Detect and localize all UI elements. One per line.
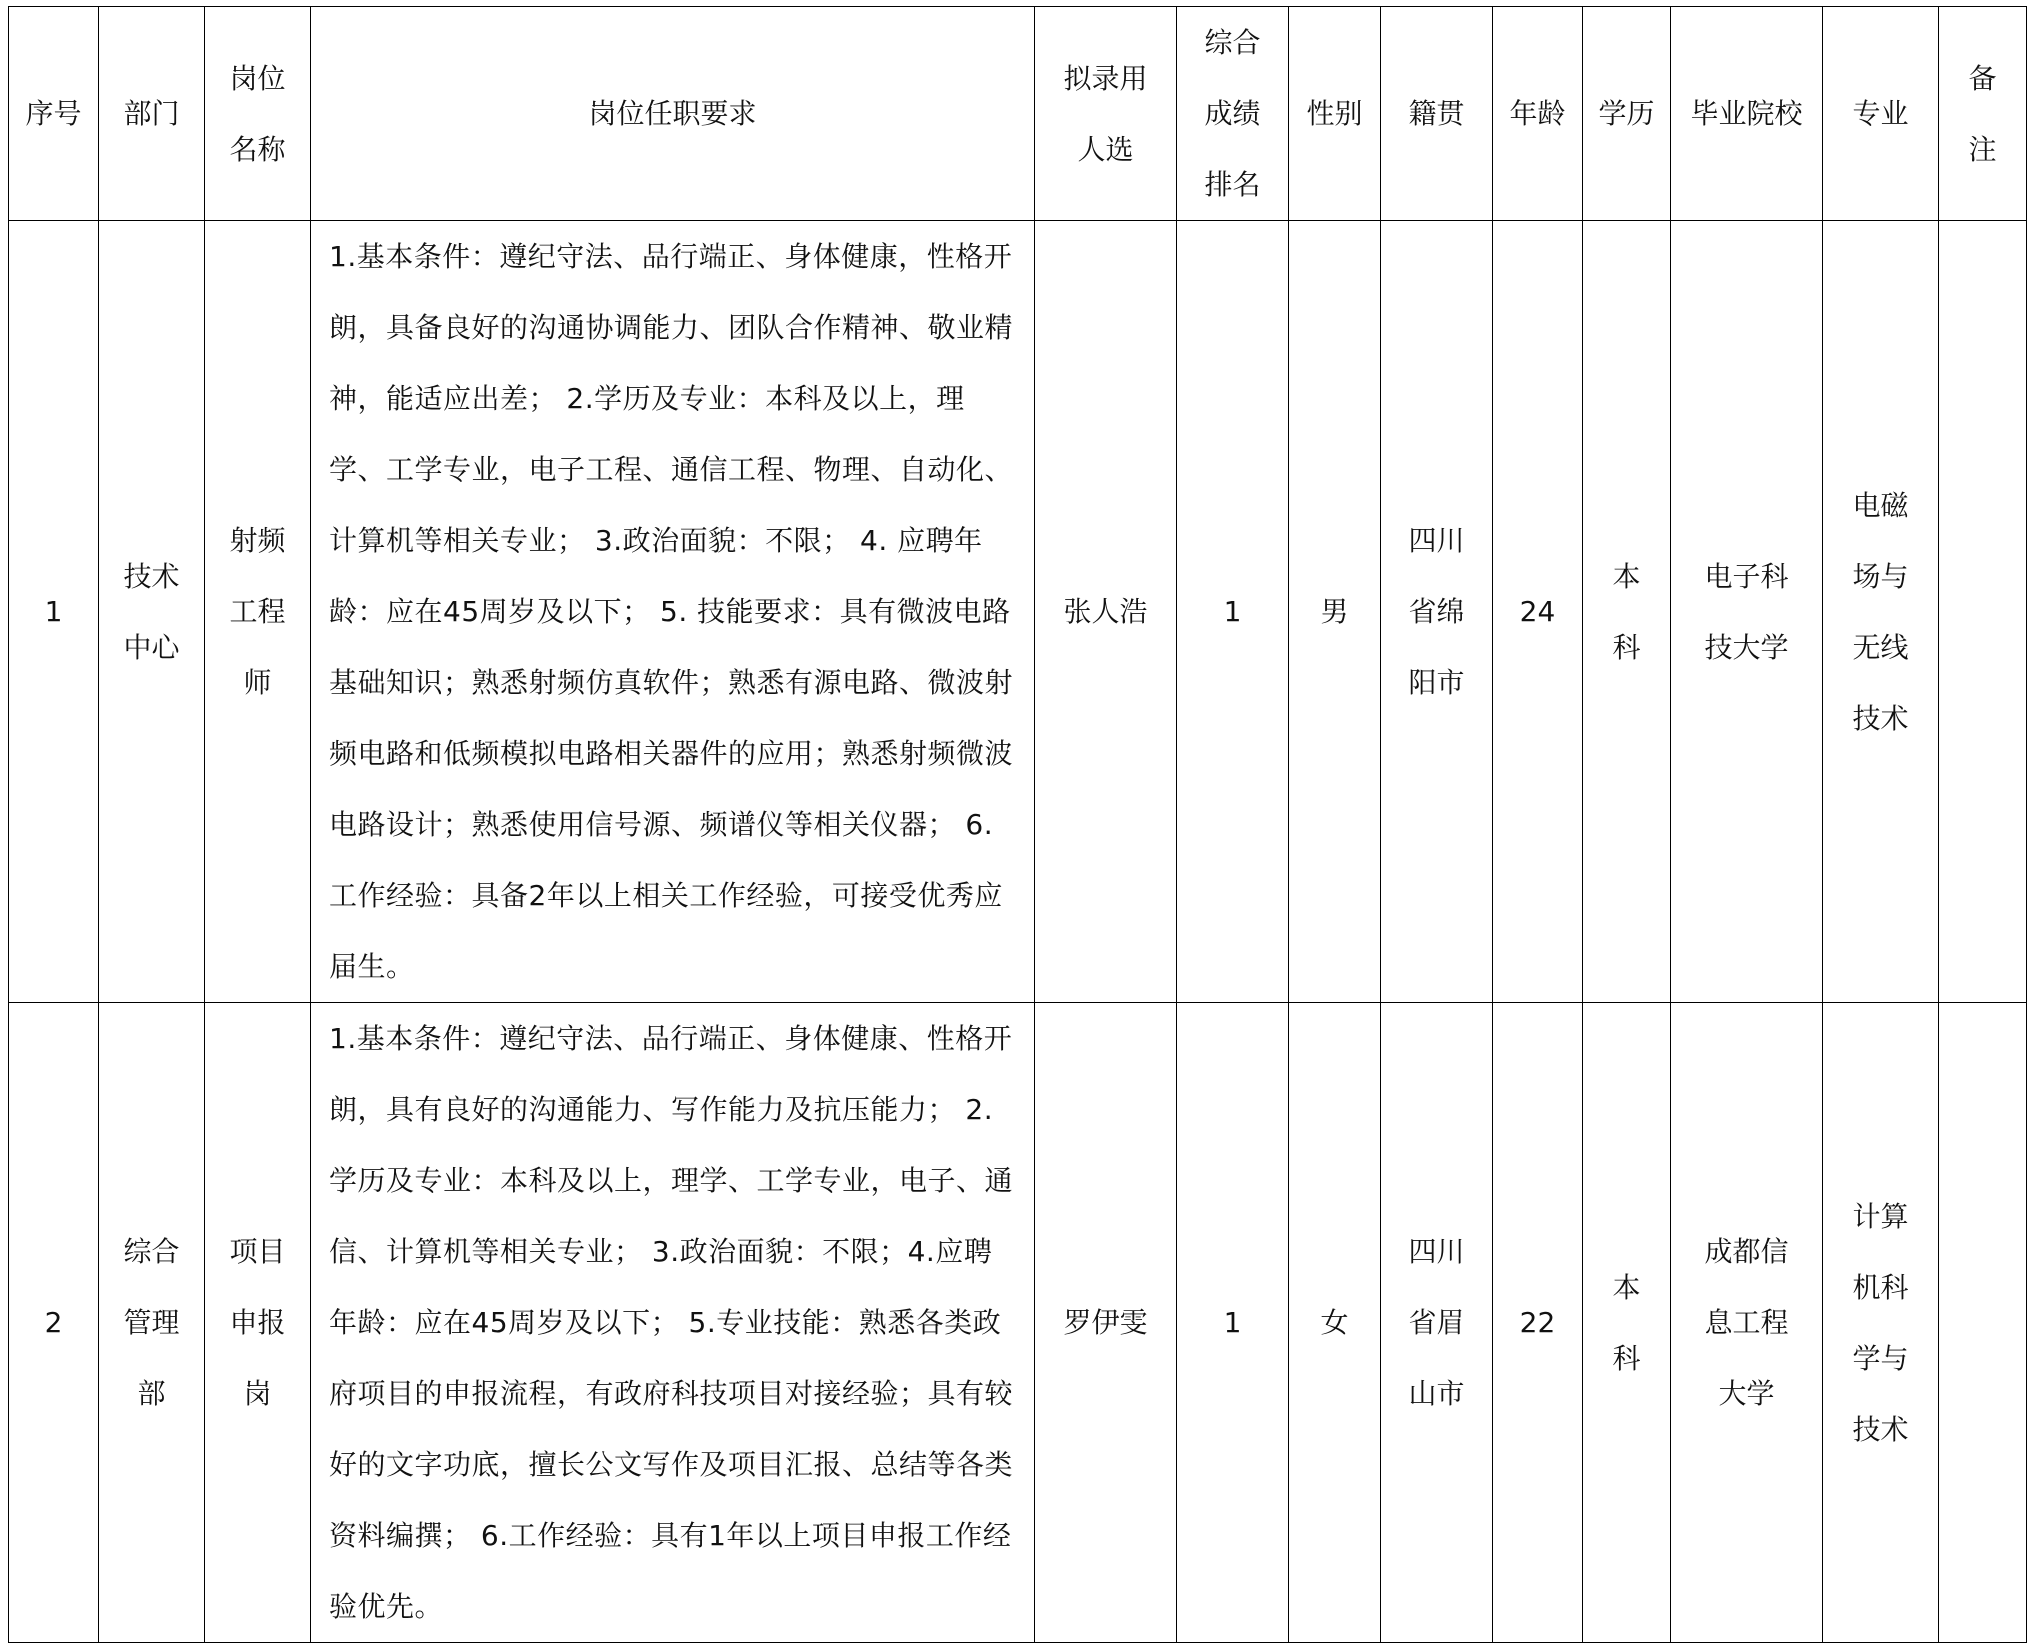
header-candidate: 拟录用人选 bbox=[1035, 7, 1177, 221]
cell-position: 射频工程师 bbox=[205, 221, 311, 1003]
cell-school: 电子科技大学 bbox=[1671, 221, 1823, 1003]
header-age: 年龄 bbox=[1493, 7, 1583, 221]
header-seq: 序号 bbox=[9, 7, 99, 221]
header-requirements: 岗位任职要求 bbox=[311, 7, 1035, 221]
cell-requirements: 1.基本条件：遵纪守法、品行端正、身体健康，性格开朗，具备良好的沟通协调能力、团队合作精神、敬业精神，能适应出差； 2.学历及专业：本科及以上，理学、工学专业，电子工程、通信工程、物理、自动化、计算机等相关专业； 3.政治面貌：不限； 4. 应聘年龄：应在45周岁及以下； 5. 技能要求：具有微波电路基础知识；熟悉射频仿真软件；熟悉有源电路、微波射频电路和低频模拟电路相关器件的应用；熟悉射频微波电路设计；熟悉使用信号源、频谱仪等相关仪器； 6.工作经验：具备2年以上相关工作经验，可接受优秀应届生。 bbox=[311, 221, 1035, 1003]
cell-age: 24 bbox=[1493, 221, 1583, 1003]
header-origin: 籍贯 bbox=[1381, 7, 1493, 221]
header-rank: 综合成绩排名 bbox=[1177, 7, 1289, 221]
header-gender: 性别 bbox=[1289, 7, 1381, 221]
cell-rank: 1 bbox=[1177, 1003, 1289, 1643]
cell-origin: 四川省眉山市 bbox=[1381, 1003, 1493, 1643]
cell-seq: 1 bbox=[9, 221, 99, 1003]
cell-requirements: 1.基本条件：遵纪守法、品行端正、身体健康、性格开朗，具有良好的沟通能力、写作能力及抗压能力； 2.学历及专业：本科及以上，理学、工学专业，电子、通信、计算机等相关专业； 3.政治面貌：不限；4.应聘年龄：应在45周岁及以下； 5.专业技能：熟悉各类政府项目的申报流程，有政府科技项目对接经验；具有较好的文字功底，擅长公文写作及项目汇报、总结等各类资料编撰； 6.工作经验：具有1年以上项目申报工作经验优先。 bbox=[311, 1003, 1035, 1643]
table-row bbox=[9, 221, 2027, 1003]
header-dept: 部门 bbox=[99, 7, 205, 221]
cell-gender: 女 bbox=[1289, 1003, 1381, 1643]
cell-gender: 男 bbox=[1289, 221, 1381, 1003]
cell-candidate: 张人浩 bbox=[1035, 221, 1177, 1003]
cell-dept: 综合管理部 bbox=[99, 1003, 205, 1643]
cell-age: 22 bbox=[1493, 1003, 1583, 1643]
table-header bbox=[9, 7, 2027, 221]
recruitment-table bbox=[8, 6, 2027, 1643]
header-remark: 备注 bbox=[1939, 7, 2027, 221]
cell-seq: 2 bbox=[9, 1003, 99, 1643]
header-position: 岗位名称 bbox=[205, 7, 311, 221]
cell-position: 项目申报岗 bbox=[205, 1003, 311, 1643]
cell-candidate: 罗伊雯 bbox=[1035, 1003, 1177, 1643]
cell-major: 电磁场与无线技术 bbox=[1823, 221, 1939, 1003]
cell-major: 计算机科学与技术 bbox=[1823, 1003, 1939, 1643]
table-body bbox=[9, 221, 2027, 1643]
cell-dept: 技术中心 bbox=[99, 221, 205, 1003]
cell-remark bbox=[1939, 1003, 2027, 1643]
cell-remark bbox=[1939, 221, 2027, 1003]
header-major: 专业 bbox=[1823, 7, 1939, 221]
table-row bbox=[9, 1003, 2027, 1643]
cell-school: 成都信息工程大学 bbox=[1671, 1003, 1823, 1643]
cell-origin: 四川省绵阳市 bbox=[1381, 221, 1493, 1003]
header-school: 毕业院校 bbox=[1671, 7, 1823, 221]
cell-education: 本科 bbox=[1583, 221, 1671, 1003]
header-row bbox=[9, 7, 2027, 221]
cell-education: 本科 bbox=[1583, 1003, 1671, 1643]
cell-rank: 1 bbox=[1177, 221, 1289, 1003]
header-education: 学历 bbox=[1583, 7, 1671, 221]
